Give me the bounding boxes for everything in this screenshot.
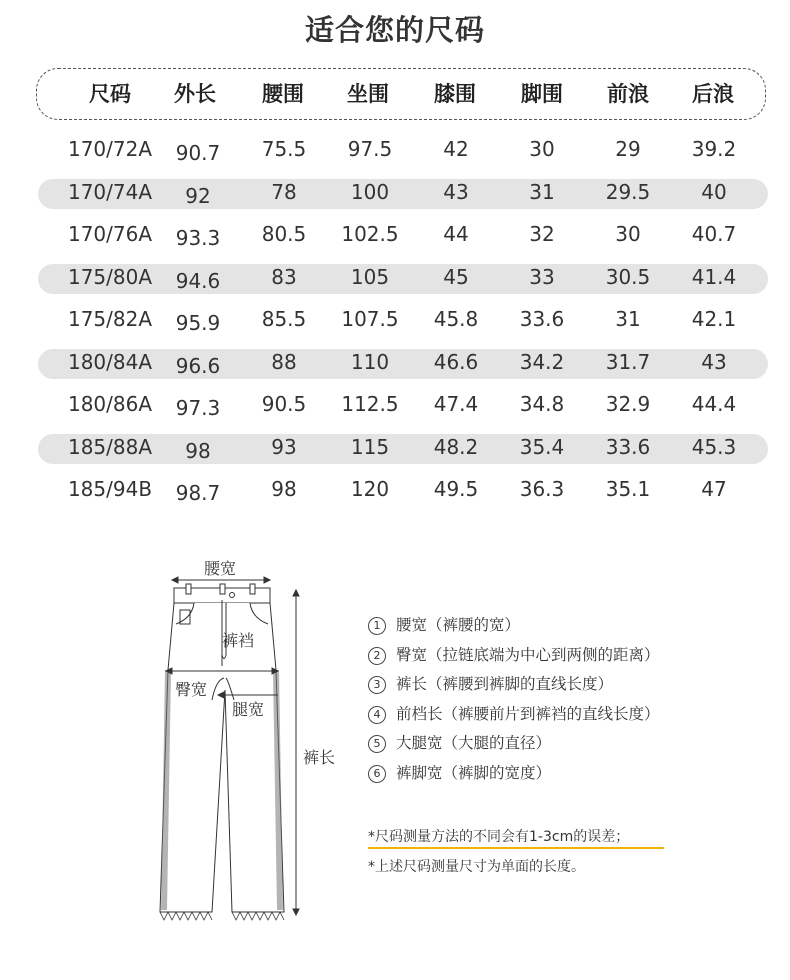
pants-diagram <box>150 570 310 930</box>
measure-cell: 95.9 <box>175 311 221 335</box>
measure-cell: 45 <box>443 264 469 289</box>
measure-cell: 97.3 <box>175 396 221 420</box>
measure-cell: 90.7 <box>175 141 221 165</box>
measure-cell: 44 <box>443 222 469 246</box>
size-cell: 185/94B <box>67 477 153 501</box>
measure-cell: 33.6 <box>519 307 565 331</box>
measure-cell: 92 <box>185 183 211 208</box>
measure-cell: 110 <box>350 349 390 374</box>
measure-cell: 47 <box>701 477 727 501</box>
legend-number: 3 <box>368 676 386 694</box>
column-header: 外长 <box>174 82 216 106</box>
measure-cell: 97.5 <box>347 137 393 161</box>
measure-cell: 30 <box>615 222 641 246</box>
measure-cell: 36.3 <box>519 477 565 501</box>
measure-cell: 42.1 <box>691 307 737 331</box>
column-header: 前浪 <box>607 82 649 106</box>
column-header: 膝围 <box>434 82 476 106</box>
hip-width-label: 臀宽 <box>175 680 208 699</box>
measure-cell: 35.4 <box>519 434 565 459</box>
column-header: 后浪 <box>692 82 734 106</box>
measure-cell: 107.5 <box>341 307 399 331</box>
measure-cell: 43 <box>701 349 727 374</box>
legend-text: 臀宽（拉链底端为中心到两侧的距离） <box>396 645 660 664</box>
measure-cell: 35.1 <box>605 477 651 501</box>
measure-cell: 120 <box>350 477 390 501</box>
measure-cell: 31 <box>529 179 555 204</box>
legend-text: 大腿宽（大腿的直径） <box>396 734 552 752</box>
legend-text: 前档长（裤腰前片到裤裆的直线长度） <box>396 704 660 723</box>
legend-text: 裤脚宽（裤脚的宽度） <box>396 763 552 782</box>
measure-cell: 98 <box>185 438 211 463</box>
measure-cell: 30.5 <box>605 264 651 289</box>
legend-item <box>368 702 660 724</box>
legend-number: 6 <box>368 765 386 783</box>
legend-item <box>368 731 551 753</box>
measure-cell: 29 <box>615 137 641 161</box>
note-error-margin: *尺码测量方法的不同会有1-3cm的误差； <box>368 829 630 845</box>
measure-cell: 31 <box>615 307 641 331</box>
measure-cell: 33 <box>529 264 555 289</box>
legend-text: 裤长（裤腰到裤脚的直线长度） <box>396 675 614 693</box>
measure-cell: 45.8 <box>433 307 479 331</box>
column-header: 坐围 <box>347 82 389 106</box>
measure-cell: 48.2 <box>433 434 479 459</box>
thigh-width-label: 腿宽 <box>232 700 265 719</box>
column-header: 脚围 <box>521 82 563 106</box>
measure-cell: 94.6 <box>175 268 221 293</box>
size-cell: 185/88A <box>67 434 153 459</box>
size-cell: 175/80A <box>67 264 153 289</box>
legend-text: 腰宽（裤腰的宽） <box>396 616 521 634</box>
measure-cell: 98.7 <box>175 481 221 505</box>
measure-cell: 32.9 <box>605 392 651 416</box>
measure-cell: 112.5 <box>341 392 399 416</box>
measure-cell: 115 <box>350 434 390 459</box>
legend-number: 2 <box>368 647 386 665</box>
measure-cell: 40.7 <box>691 222 737 246</box>
measure-cell: 105 <box>350 264 390 289</box>
measure-cell: 100 <box>350 179 390 204</box>
measure-cell: 49.5 <box>433 477 479 501</box>
page-title: 适合您的尺码 <box>304 13 485 47</box>
measure-cell: 43 <box>443 179 469 204</box>
measure-cell: 83 <box>271 264 297 289</box>
measure-cell: 90.5 <box>261 392 307 416</box>
measure-cell: 46.6 <box>433 349 479 374</box>
column-header: 腰围 <box>262 82 304 106</box>
measure-cell: 42 <box>443 137 469 161</box>
measure-cell: 98 <box>271 477 297 501</box>
size-cell: 170/72A <box>67 137 153 161</box>
measure-cell: 75.5 <box>261 137 307 161</box>
waist-width-label: 腰宽 <box>204 559 237 578</box>
legend-item <box>368 672 613 694</box>
crotch-label: 裤裆 <box>222 631 255 650</box>
measure-cell: 93 <box>271 434 297 459</box>
legend-number: 4 <box>368 706 386 724</box>
measure-cell: 85.5 <box>261 307 307 331</box>
measure-cell: 96.6 <box>175 353 221 378</box>
measure-cell: 34.8 <box>519 392 565 416</box>
measure-cell: 102.5 <box>341 222 399 246</box>
measure-cell: 32 <box>529 222 555 246</box>
measure-cell: 30 <box>529 137 555 161</box>
measure-cell: 41.4 <box>691 264 737 289</box>
size-cell: 170/76A <box>67 222 153 246</box>
measure-cell: 80.5 <box>261 222 307 246</box>
legend-item <box>368 761 551 783</box>
measure-cell: 40 <box>701 179 727 204</box>
measure-cell: 31.7 <box>605 349 651 374</box>
legend-number: 1 <box>368 617 386 635</box>
column-header: 尺码 <box>89 82 131 106</box>
measure-cell: 44.4 <box>691 392 737 416</box>
measure-cell: 29.5 <box>605 179 651 204</box>
measure-cell: 45.3 <box>691 434 737 459</box>
legend-number: 5 <box>368 735 386 753</box>
size-cell: 170/74A <box>67 179 153 204</box>
measure-cell: 88 <box>271 349 297 374</box>
pants-length-label: 裤长 <box>303 748 336 767</box>
note-underline <box>368 847 664 849</box>
legend-item <box>368 643 660 665</box>
measure-cell: 39.2 <box>691 137 737 161</box>
measure-cell: 47.4 <box>433 392 479 416</box>
measure-cell: 34.2 <box>519 349 565 374</box>
legend-item <box>368 613 520 635</box>
size-cell: 180/84A <box>67 349 153 374</box>
size-cell: 180/86A <box>67 392 153 416</box>
measure-cell: 78 <box>271 179 297 204</box>
measure-cell: 33.6 <box>605 434 651 459</box>
note-single-side: *上述尺码测量尺寸为单面的长度。 <box>368 859 585 875</box>
measure-cell: 93.3 <box>175 226 221 250</box>
size-cell: 175/82A <box>67 307 153 331</box>
